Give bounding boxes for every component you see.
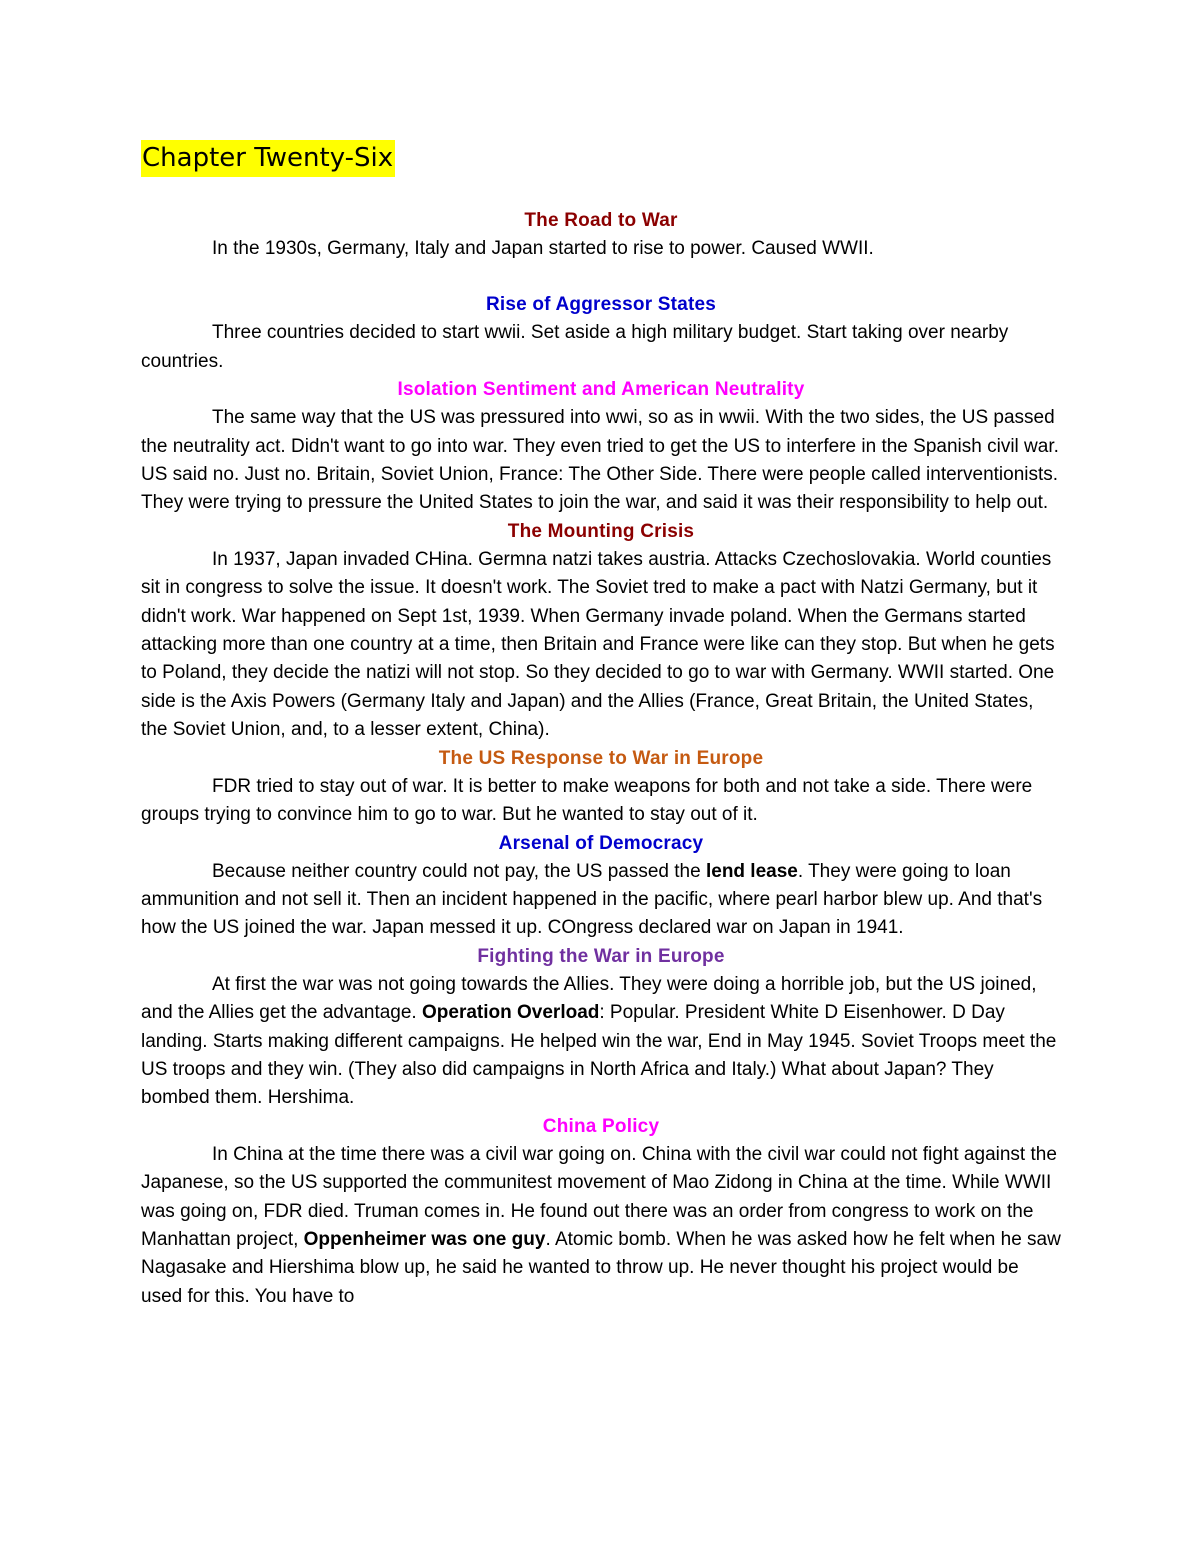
section-text-arsenal-of-democracy	[141, 858, 1061, 943]
section-heading-arsenal-of-democracy: Arsenal of Democracy	[498, 832, 704, 854]
section-heading-fighting-war-europe: Fighting the War in Europe	[477, 945, 725, 967]
chapter-title: Chapter Twenty-Six	[141, 140, 395, 177]
section-text-mounting-crisis: In 1937, Japan invaded CHina. Germna natzi takes austria. Attacks Czechoslovakia. World counties sit in congress to solve the issue. It doesn't work. The Soviet tred to make a pact with Natzi Germany, but it didn't work. War happened on Sept 1st, 1939. When Germany invade poland. When the Germans started attacking more than one country at a time, then Britain and France were like can they stop. But when he gets to Poland, they decide the natizi will not stop. So they decided to go to war with Germany. WWII started. One side is the Axis Powers (Germany Italy and Japan) and the Allies (France, Great Britain, the United States, the Soviet Union, and, to a lesser extent, China).	[141, 548, 1055, 741]
text-run: . Atomic bomb. When he was asked how he felt when he saw Nagasake and Hiershima blow up, he said he wanted to throw up. He never thought his project would be used for this. You have to	[141, 1228, 1061, 1307]
section-heading-us-response: The US Response to War in Europe	[438, 747, 764, 769]
section-text-isolation-sentiment: The same way that the US was pressured into wwi, so as in wwii. With the two sides, the US passed the neutrality act. Didn't want to go into war. They even tried to get the US to interfere in the Spanish civil war. US said no. Just no. Britain, Soviet Union, France: The Other Side. There were people called interventionists. They were trying to pressure the United States to join the war, and said it was their responsibility to help out.	[141, 407, 1059, 514]
bold-term-operation-overload: Operation Overload	[422, 1002, 600, 1024]
text-run: Because neither country could not pay, the US passed the	[212, 860, 706, 882]
text-run: At first the war was not going towards the Allies. They were doing a horrible job, but the US joined, and the Allies get the advantage.	[141, 973, 1037, 1024]
section-text-fighting-war-europe	[141, 971, 1061, 1113]
text-run: : Popular. President White D Eisenhower. D Day landing. Starts making different campaigns. He helped win the war, End in May 1945. Soviet Troops meet the US troops and they win. (They also did campaigns in North Africa and Italy.) What about Japan? They bombed them. Hershima.	[141, 1002, 1057, 1109]
section-heading-road-to-war: The Road to War	[524, 210, 678, 231]
section-text-us-response: FDR tried to stay out of war. It is better to make weapons for both and not take a side. There were groups trying to convince him to go to war. But he wanted to stay out of it.	[141, 775, 1033, 826]
section-heading-isolation-sentiment: Isolation Sentiment and American Neutrality	[397, 379, 805, 401]
section-heading-china-policy: China Policy	[542, 1115, 660, 1137]
section-heading-mounting-crisis: The Mounting Crisis	[507, 520, 695, 542]
section-text-aggressor-states: Three countries decided to start wwii. Set aside a high military budget. Start taking over nearby countries.	[141, 322, 1009, 372]
text-run: In China at the time there was a civil war going on. China with the civil war could not fight against the Japanese, so the US supported the communitest movement of Mao Zidong in China at the time. While WWII was going on, FDR died. Truman comes in. He found out there was an order from congress to work on the Manhattan project,	[141, 1143, 1057, 1250]
document-page	[141, 140, 1061, 1311]
section-text-china-policy	[141, 1141, 1061, 1311]
bold-term-lend-lease: lend lease	[705, 860, 798, 882]
text-run: . They were going to loan ammunition and not sell it. Then an incident happened in the pacific, where pearl harbor blew up. And that's how the US joined the war. Japan messed it up. COngress declared war on Japan in 1941.	[141, 860, 1043, 939]
section-text-road-to-war: In the 1930s, Germany, Italy and Japan started to rise to power. Caused WWII.	[212, 238, 874, 259]
section-heading-aggressor-states: Rise of Aggressor States	[485, 294, 717, 316]
paragraph-gap	[141, 263, 1061, 291]
bold-term-oppenheimer: Oppenheimer was one guy	[303, 1228, 546, 1250]
